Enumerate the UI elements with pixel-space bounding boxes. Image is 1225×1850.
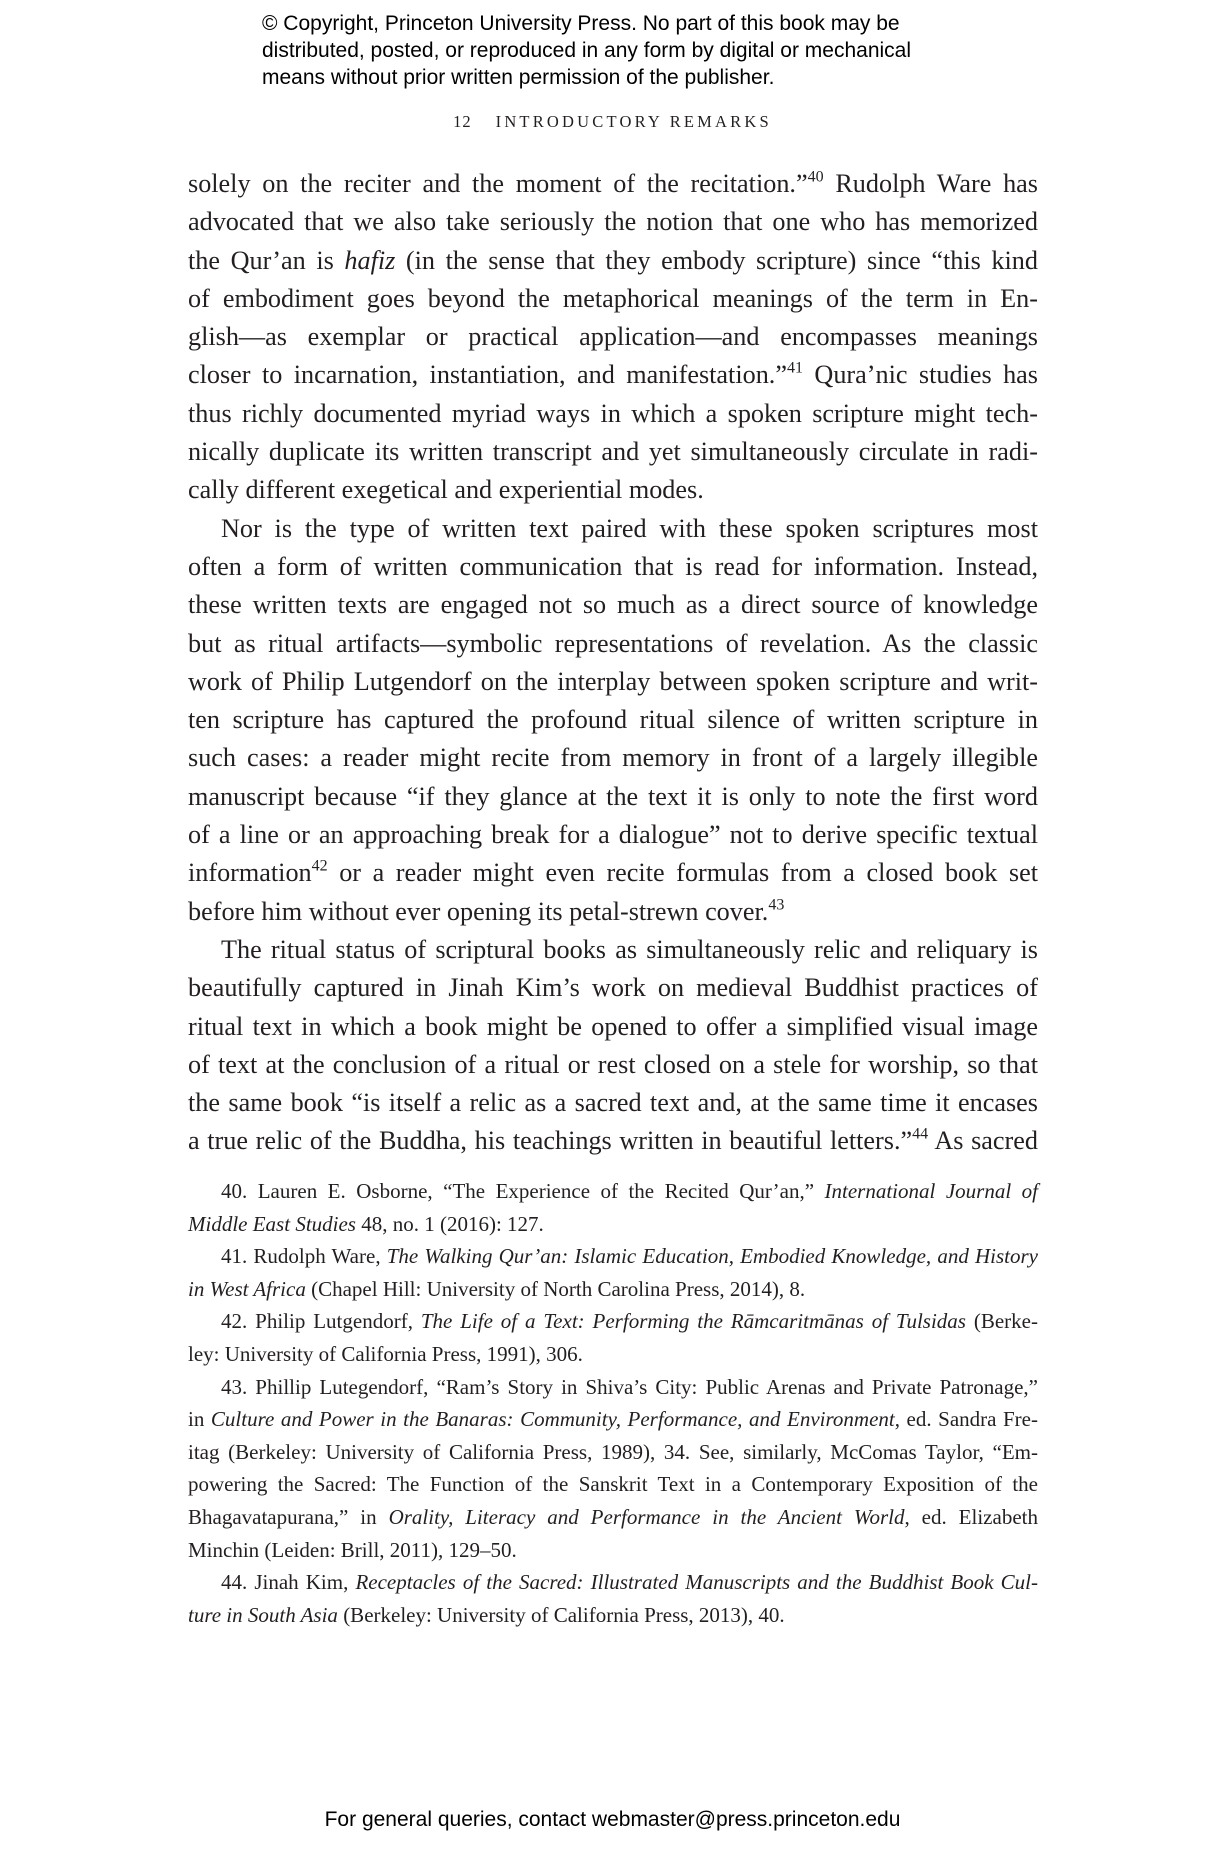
body-line: Nor is the type of written text paired with these spoken scriptures most — [221, 513, 1038, 543]
body-line: cally different exegetical and experiential modes. — [188, 475, 704, 505]
italic-title: Culture and Power in the Banaras: Community, Performance, and Environment — [210, 1407, 895, 1432]
footnote-line: Minchin (Leiden: Brill, 2011), 129–50. — [188, 1537, 517, 1562]
footnote-line: powering the Sacred: The Function of the Sanskrit Text in a Contemporary Exposition of the — [188, 1472, 1038, 1497]
text-run: Bhagavatapurana,” in — [188, 1504, 389, 1529]
italic-title: Receptacles of the Sacred: Illustrated Manuscripts and the Buddhist Book Cul- — [355, 1570, 1038, 1595]
body-line: beautifully captured in Jinah Kim’s work on medieval Buddhist practices of — [188, 973, 1038, 1003]
page-footer: For general queries, contact webmaster@press.princeton.edu — [324, 1808, 901, 1831]
body-line: nically duplicate its written transcript and yet simultaneously circulate in radi- — [188, 437, 1038, 467]
body-line: of text at the conclusion of a ritual or rest closed on a stele for worship, so that — [188, 1049, 1038, 1079]
text-run: (Berkeley: University of California Press, 2013), 40. — [337, 1602, 785, 1627]
italic-title: Middle East Studies — [188, 1211, 356, 1236]
footnote-ref: 42 — [311, 857, 328, 875]
footnote-line — [188, 1273, 1038, 1306]
body-line: but as ritual artifacts—symbolic representations of revelation. As the classic — [188, 628, 1038, 658]
running-title: INTRODUCTORY REMARKS — [495, 112, 772, 131]
footnote-line — [188, 1599, 1038, 1632]
footnote-line — [188, 1175, 1038, 1208]
body-line: these written texts are engaged not so much as a direct source of knowledge — [188, 590, 1038, 620]
text-run: a true relic of the Buddha, his teachings written in beautiful letters.” — [188, 1126, 913, 1156]
text-run: 48, no. 1 (2016): 127. — [355, 1211, 544, 1236]
footnote-line — [188, 1501, 1038, 1534]
text-run: Qura’nic studies has — [802, 360, 1038, 390]
body-line: of a line or an approaching break for a dialogue” not to derive specific textual — [188, 820, 1038, 850]
body-line: the same book “is itself a relic as a sacred text and, at the same time it encases — [188, 1088, 1038, 1118]
italic-title: The Walking Qur’an: Islamic Education, Embodied Knowledge, and History — [386, 1244, 1038, 1269]
italic-title: The Life of a Text: Performing the Rāmcaritmānas of Tulsidas — [420, 1309, 966, 1334]
copyright-line: distributed, posted, or reproduced in any form by digital or mechanical — [262, 39, 912, 62]
footnote-ref: 40 — [807, 168, 824, 186]
copyright-notice — [262, 10, 1022, 91]
text-run: (in the sense that they embody scripture) since “this kind — [395, 245, 1038, 275]
footnote-line — [188, 1403, 1038, 1436]
text-run: (Chapel Hill: University of North Carolina Press, 2014), 8. — [305, 1276, 806, 1301]
body-line: advocated that we also take seriously the notion that one who has memorized — [188, 207, 1038, 237]
page-number: 12 — [453, 112, 472, 131]
copyright-line: means without prior written permission of the publisher. — [262, 66, 775, 89]
text-run: before him without ever opening its petal-strewn cover. — [188, 896, 769, 926]
body-line — [188, 854, 1038, 892]
italic-title: Orality, Literacy and Performance in the Ancient World — [388, 1504, 905, 1529]
text-run: 42. Philip Lutgendorf, — [221, 1309, 421, 1334]
footnote-line — [188, 1240, 1038, 1273]
text-run: 41. Rudolph Ware, — [221, 1244, 387, 1269]
body-line — [188, 893, 1038, 931]
body-line: of embodiment goes beyond the metaphorical meanings of the term in En- — [188, 283, 1038, 313]
italic-title: International Journal of — [824, 1179, 1038, 1203]
text-run: As sacred — [928, 1126, 1038, 1156]
text-run: 40. Lauren E. Osborne, “The Experience of the Recited Qur’an,” — [221, 1179, 825, 1203]
italic-term: hafiz — [344, 245, 396, 275]
text-run: closer to incarnation, instantiation, and manifestation.” — [188, 360, 787, 390]
copyright-line: © Copyright, Princeton University Press. No part of this book may be — [262, 12, 900, 35]
body-line: ritual text in which a book might be opened to offer a simplified visual image — [188, 1011, 1038, 1041]
footnote-line — [188, 1208, 1038, 1241]
text-run: (Berke- — [965, 1309, 1038, 1334]
body-line: thus richly documented myriad ways in which a spoken scripture might tech- — [188, 398, 1038, 428]
body-line: glish—as exemplar or practical application—and encompasses meanings — [188, 322, 1038, 352]
body-line: such cases: a reader might recite from memory in front of a largely illegible — [188, 743, 1038, 773]
body-line: manuscript because “if they glance at the text it is only to note the first word — [188, 781, 1038, 811]
body-line: ten scripture has captured the profound ritual silence of written scripture in — [188, 705, 1038, 735]
body-line — [188, 1122, 1038, 1160]
italic-title: ture in South Asia — [188, 1602, 338, 1627]
text-run: information — [188, 858, 312, 888]
text-run: Rudolph Ware has — [823, 169, 1038, 198]
body-line: often a form of written communication that is read for information. Instead, — [188, 551, 1038, 581]
text-run: the Qur’an is — [188, 245, 345, 275]
text-run: , ed. Elizabeth — [904, 1504, 1038, 1529]
footnote-ref: 41 — [786, 360, 803, 378]
text-run: solely on the reciter and the moment of the recitation.” — [188, 169, 808, 198]
footnote-ref: 43 — [768, 896, 785, 914]
body-text — [188, 165, 1038, 1161]
body-line — [188, 356, 1038, 394]
footnote-line — [188, 1305, 1038, 1338]
italic-title: in West Africa — [188, 1276, 306, 1301]
body-line — [188, 165, 1038, 203]
text-run: or a reader might even recite formulas from a closed book set — [327, 858, 1038, 888]
body-line: The ritual status of scriptural books as simultaneously relic and reliquary is — [221, 934, 1038, 964]
text-run: 44. Jinah Kim, — [221, 1570, 356, 1595]
footnote-ref: 44 — [912, 1126, 929, 1144]
running-head — [0, 112, 1225, 132]
footnote-line — [188, 1566, 1038, 1599]
body-line — [188, 242, 1038, 280]
text-run: , ed. Sandra Fre- — [894, 1407, 1038, 1432]
text-run: in — [188, 1407, 211, 1432]
body-line: work of Philip Lutgendorf on the interplay between spoken scripture and writ- — [188, 666, 1038, 696]
footnote-line: 43. Phillip Lutegendorf, “Ram’s Story in Shiva’s City: Public Arenas and Private Patronage,” — [221, 1374, 1038, 1399]
footnote-line: itag (Berkeley: University of California Press, 1989), 34. See, similarly, McComas Taylor, “Em- — [188, 1439, 1038, 1464]
footnotes — [188, 1175, 1038, 1631]
footnote-line: ley: University of California Press, 1991), 306. — [188, 1341, 583, 1366]
